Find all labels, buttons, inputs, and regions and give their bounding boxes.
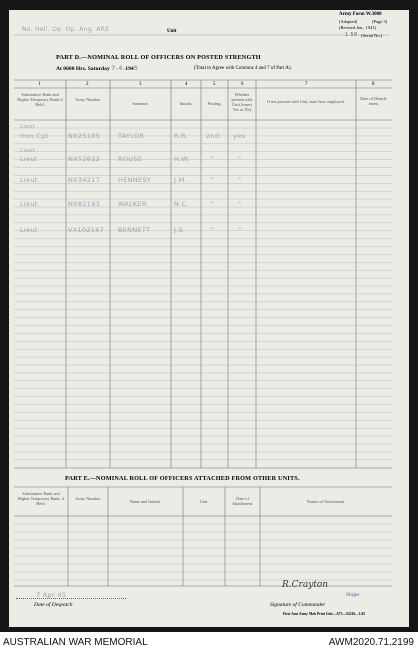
col-head-how-employed: If not present with Unit, state how employed. <box>267 99 345 104</box>
e-col-head-unit: Unit. <box>199 499 209 504</box>
row-1-present: yes <box>233 132 246 140</box>
col-head-present: Whether present with Unit (insert Yes or No) <box>231 92 253 112</box>
institution-name: AUSTRALIAN WAR MEMORIAL <box>3 637 148 648</box>
form-page: (Page 3) <box>372 19 388 24</box>
printer-imprint: First Aust Army Mob Print Unit—A73—S2216—1/45 <box>283 612 366 616</box>
form-revised: (Revised Jan., 1941) <box>339 25 376 30</box>
col-head-posting: Posting. <box>207 101 222 106</box>
row-2-present: " <box>238 155 242 163</box>
row-5-initials: J.S. <box>174 226 186 234</box>
e-col-head-nature: Nature of Attachment. <box>306 499 346 504</box>
date-handwritten: 7.4. <box>111 65 126 72</box>
e-col-head-attach-date: Date of Attachment. <box>231 496 254 506</box>
part-d-title: PART D.—NOMINAL ROLL OF OFFICERS ON POSTED STRENGTH <box>56 54 261 61</box>
row-5-posting: " <box>210 226 214 234</box>
e-col-head-rank: Substantive Rank and Higher Temporary Rank, if Held. <box>17 491 65 506</box>
row-5-present: " <box>238 226 242 234</box>
row-1-rank-top: Lieut <box>20 124 36 130</box>
serial-label: (Serial No.) <box>361 33 383 38</box>
row-4-initials: N.C. <box>174 200 189 208</box>
despatch-line <box>16 597 126 599</box>
despatch-date-handwritten: 7 Apr 45 <box>36 591 67 599</box>
row-3-rank: Lieut <box>20 176 38 184</box>
row-2-number: NX52622 <box>68 155 101 163</box>
row-4-posting: " <box>210 200 214 208</box>
form-number: Army Form W.3008 <box>339 12 382 17</box>
archive-reference: AWM2020.71.2199 <box>328 637 414 648</box>
col-num-8: 8 <box>372 82 375 87</box>
part-d-instruction: (Total to Agree with Columns 4 and 7 of Part A). <box>194 66 292 71</box>
row-2-rank-top: Lieut <box>20 148 36 154</box>
year-printed: 194 <box>125 66 134 72</box>
e-col-head-name: Name and Initials. <box>129 499 162 504</box>
year-digit: 5 <box>133 65 139 72</box>
form-adapted: (Adapted) <box>339 19 358 24</box>
row-5-surname: BENNETT <box>118 226 151 234</box>
col-head-detachment-date: Date of Detach-ment. <box>360 96 388 106</box>
row-2-rank: Lieut <box>20 155 38 163</box>
row-2-surname: ROUSE <box>118 155 143 163</box>
row-1-surname: TAYLOR <box>118 132 145 140</box>
row-1-initials: R.R. <box>174 132 188 140</box>
row-3-present: " <box>238 176 242 184</box>
rank-stamp: Major <box>346 593 360 598</box>
col-num-7: 7 <box>305 82 308 87</box>
row-3-initials: J.M. <box>174 176 187 184</box>
col-head-surname: Surname. <box>132 101 149 106</box>
commander-signature: R.Crayton <box>282 580 329 590</box>
archive-footer <box>0 632 418 653</box>
col-head-rank: Substantive Rank and Higher Temporary Rank if Held. <box>17 92 63 107</box>
row-4-present: " <box>238 200 242 208</box>
col-head-initials: Initials. <box>179 101 193 106</box>
row-3-posting: " <box>210 176 214 184</box>
col-head-army-number: Army Number. <box>74 97 102 102</box>
col-num-4: 4 <box>185 82 188 87</box>
row-5-number: VX102167 <box>68 226 105 234</box>
row-4-rank: Lieut <box>20 200 38 208</box>
row-1-rank: Hon Cpt <box>20 132 49 140</box>
row-5-rank: Lieut <box>20 226 38 234</box>
part-d-date-line <box>56 65 138 72</box>
row-2-posting: " <box>210 155 214 163</box>
row-1-posting: 2nd <box>206 132 220 140</box>
unit-label: Unit <box>167 29 177 34</box>
signature-label: Signature of Commander <box>270 602 326 608</box>
date-prefix: At 0600 Hrs. Saturday <box>56 66 110 72</box>
e-col-head-army-number: Army Number. <box>74 496 102 501</box>
serial-value: 1 58 <box>345 32 358 38</box>
despatch-label: Date of Despatch <box>34 602 73 608</box>
unit-name-handwritten: No. Heli. Op. Op. Ang. ARE <box>22 26 110 33</box>
col-num-6: 6 <box>241 82 244 87</box>
row-3-number: NX34217 <box>68 176 101 184</box>
col-num-1: 1 <box>38 82 41 87</box>
col-num-2: 2 <box>86 82 89 87</box>
col-num-5: 5 <box>213 82 216 87</box>
row-3-surname: HENNESY <box>118 176 152 184</box>
part-e-title: PART E.—NOMINAL ROLL OF OFFICERS ATTACHED FROM OTHER UNITS. <box>65 475 300 482</box>
row-4-surname: WALKER <box>118 200 147 208</box>
row-2-initials: H.W. <box>174 155 190 163</box>
row-1-number: NX25105 <box>68 132 101 140</box>
col-num-3: 3 <box>139 82 142 87</box>
row-4-number: NX82193 <box>68 200 101 208</box>
